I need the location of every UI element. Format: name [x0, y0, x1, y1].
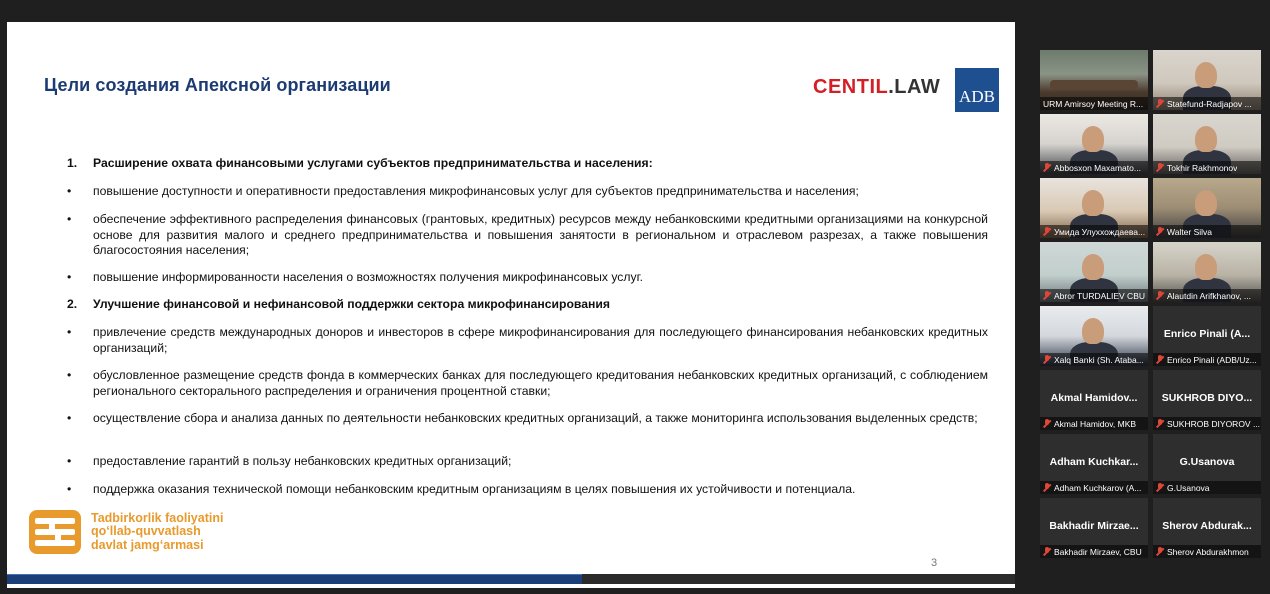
participant-tile[interactable] [1040, 114, 1148, 174]
participant-tile[interactable] [1040, 498, 1148, 558]
shared-slide [7, 22, 1015, 588]
bullet-item [67, 482, 988, 498]
slide-page-number: 3 [931, 557, 938, 569]
participant-caption [1153, 353, 1261, 366]
participant-caption [1153, 225, 1261, 238]
bullet-marker: • [67, 368, 72, 382]
slide-progress-fill [7, 574, 582, 584]
participant-name: Walter Silva [1167, 226, 1213, 237]
slide-progress-bar[interactable] [7, 574, 1015, 584]
participant-display-name: Bakhadir Mirzae... [1049, 520, 1139, 532]
bullet-text: привлечение средств международных доноров и инвесторов в сфере микрофинансирования для последующего финансирования небанковских кредитных организаций; [93, 325, 988, 355]
section-number: 2. [67, 297, 78, 311]
fund-name [91, 512, 223, 553]
participant-name: G.Usanova [1167, 482, 1210, 493]
participant-name: Statefund-Radjapov ... [1167, 98, 1252, 109]
participant-tile[interactable] [1040, 50, 1148, 110]
adb-logo: ADB [955, 68, 999, 112]
mic-muted-icon [1156, 547, 1164, 556]
participant-name: Bakhadir Mirzaev, CBU [1054, 546, 1142, 557]
centil-logo-part2: .LAW [888, 76, 941, 98]
fund-name-line3: davlat jamg‘armasi [91, 537, 204, 552]
participant-tile[interactable] [1153, 370, 1261, 430]
mic-muted-icon [1156, 291, 1164, 300]
participant-tile[interactable] [1153, 434, 1261, 494]
participant-caption [1153, 481, 1261, 494]
bullet-text: повышение информированности населения о возможностях получения микрофинансовых услуг. [93, 270, 643, 284]
participant-name: Xalq Banki (Sh. Ataba... [1054, 354, 1144, 365]
participant-tile[interactable] [1040, 178, 1148, 238]
mic-muted-icon [1043, 355, 1051, 364]
bullet-item [67, 212, 988, 259]
participant-caption [1153, 161, 1261, 174]
mic-muted-icon [1043, 547, 1051, 556]
participant-tile[interactable] [1040, 370, 1148, 430]
bullet-marker: • [67, 184, 72, 198]
bullet-item [67, 454, 988, 470]
section-heading-text: Расширение охвата финансовыми услугами субъектов предпринимательства и населения: [93, 156, 653, 170]
bullet-text: осуществление сбора и анализа данных по деятельности небанковских кредитных организаций, а также мониторинга использования выделенных средств; [93, 411, 978, 425]
participant-caption [1040, 289, 1148, 302]
participant-caption [1040, 97, 1148, 110]
participant-display-name: Enrico Pinali (A... [1163, 328, 1251, 340]
fund-logo-icon [29, 510, 81, 554]
mic-muted-icon [1156, 163, 1164, 172]
participant-caption [1153, 97, 1261, 110]
slide-title: Цели создания Апексной организации [44, 75, 391, 95]
participant-name: Sherov Abdurakhmon [1167, 546, 1249, 557]
bullet-text: повышение доступности и оперативности предоставления микрофинансовых услуг для субъектов предпринимательства и населения; [93, 184, 859, 198]
participant-display-name: Akmal Hamidov... [1050, 392, 1138, 404]
bullet-item [67, 411, 988, 427]
bullet-item [67, 270, 988, 286]
section-heading [67, 297, 988, 313]
participant-display-name: Adham Kuchkar... [1049, 456, 1139, 468]
bullet-marker: • [67, 325, 72, 339]
participant-display-name: G.Usanova [1179, 456, 1235, 468]
bullet-marker: • [67, 482, 72, 496]
bullet-item [67, 368, 988, 399]
mic-muted-icon [1156, 483, 1164, 492]
mic-muted-icon [1043, 163, 1051, 172]
mic-muted-icon [1156, 419, 1164, 428]
participant-name: SUKHROB DIYOROV ... [1167, 418, 1261, 429]
participant-caption [1040, 417, 1148, 430]
mic-muted-icon [1156, 355, 1164, 364]
mic-muted-icon [1043, 483, 1051, 492]
bullet-marker: • [67, 411, 72, 425]
participant-tile[interactable] [1153, 114, 1261, 174]
participant-name: URM Amirsoy Meeting R... [1043, 98, 1144, 109]
bullet-marker: • [67, 212, 72, 226]
fund-name-line1: Tadbirkorlik faoliyatini [91, 510, 224, 525]
participant-tile[interactable] [1153, 498, 1261, 558]
participant-name: Akmal Hamidov, MKB [1054, 418, 1137, 429]
centil-law-logo [813, 76, 940, 99]
participant-tile[interactable] [1040, 434, 1148, 494]
participant-display-name: Sherov Abdurak... [1162, 520, 1252, 532]
participant-caption [1040, 353, 1148, 366]
participant-tile[interactable] [1153, 50, 1261, 110]
bullet-text: поддержка оказания технической помощи небанковским кредитным организациям в целях повышения их устойчивости и потенциала. [93, 482, 856, 496]
participant-caption [1153, 289, 1261, 302]
participant-name: Abbosxon Maxamato... [1054, 162, 1141, 173]
participant-tile[interactable] [1153, 178, 1261, 238]
fund-name-line2: qo‘llab-quvvatlash [91, 524, 201, 539]
mic-muted-icon [1156, 99, 1164, 108]
mic-muted-icon [1156, 227, 1164, 236]
section-heading-text: Улучшение финансовой и нефинансовой поддержки сектора микрофинансирования [93, 297, 610, 311]
participant-display-name: SUKHROB DIYO... [1161, 392, 1253, 404]
bullet-marker: • [67, 270, 72, 284]
section-number: 1. [67, 156, 78, 170]
bullet-text: обеспечение эффективного распределения финансовых (грантовых, кредитных) ресурсов между небанковскими кредитными организациями на конкурсной основе для развития малого и среднего предпринимательства и повышения занятости в региональном и отраслевом разрезах, а также повышения благосостояния населения; [93, 212, 988, 257]
participant-caption [1040, 225, 1148, 238]
participant-tile[interactable] [1040, 306, 1148, 366]
bullet-text: обусловленное размещение средств фонда в коммерческих банках для последующего кредитования небанковских кредитных организаций, с соблюдением регионального секторального распределения и ограничения процентной ставки; [93, 368, 988, 398]
mic-muted-icon [1043, 419, 1051, 428]
bullet-text: предоставление гарантий в пользу небанковских кредитных организаций; [93, 454, 512, 468]
bullet-item [67, 325, 988, 356]
mic-muted-icon [1043, 227, 1051, 236]
bullet-item [67, 184, 988, 200]
participant-name: Умида Улуххождаева... [1054, 226, 1146, 237]
participant-tile[interactable] [1040, 242, 1148, 302]
centil-logo-part1: CENTIL [813, 76, 889, 98]
participant-name: Tokhir Rakhmonov [1167, 162, 1238, 173]
bullet-marker: • [67, 454, 72, 468]
participant-name: Alautdin Arifkhanov, ... [1167, 290, 1251, 301]
participant-caption [1040, 545, 1148, 558]
participant-name: Adham Kuchkarov (A... [1054, 482, 1142, 493]
participant-name: Enrico Pinali (ADB/Uz... [1167, 354, 1257, 365]
participant-tile[interactable] [1153, 242, 1261, 302]
participant-caption [1153, 417, 1261, 430]
section-heading [67, 156, 988, 172]
mic-muted-icon [1043, 291, 1051, 300]
participant-caption [1153, 545, 1261, 558]
participant-name: Abror TURDALIEV CBU [1054, 290, 1146, 301]
fund-brand [29, 510, 223, 554]
participant-caption [1040, 161, 1148, 174]
participant-caption [1040, 481, 1148, 494]
participant-tile[interactable] [1153, 306, 1261, 366]
